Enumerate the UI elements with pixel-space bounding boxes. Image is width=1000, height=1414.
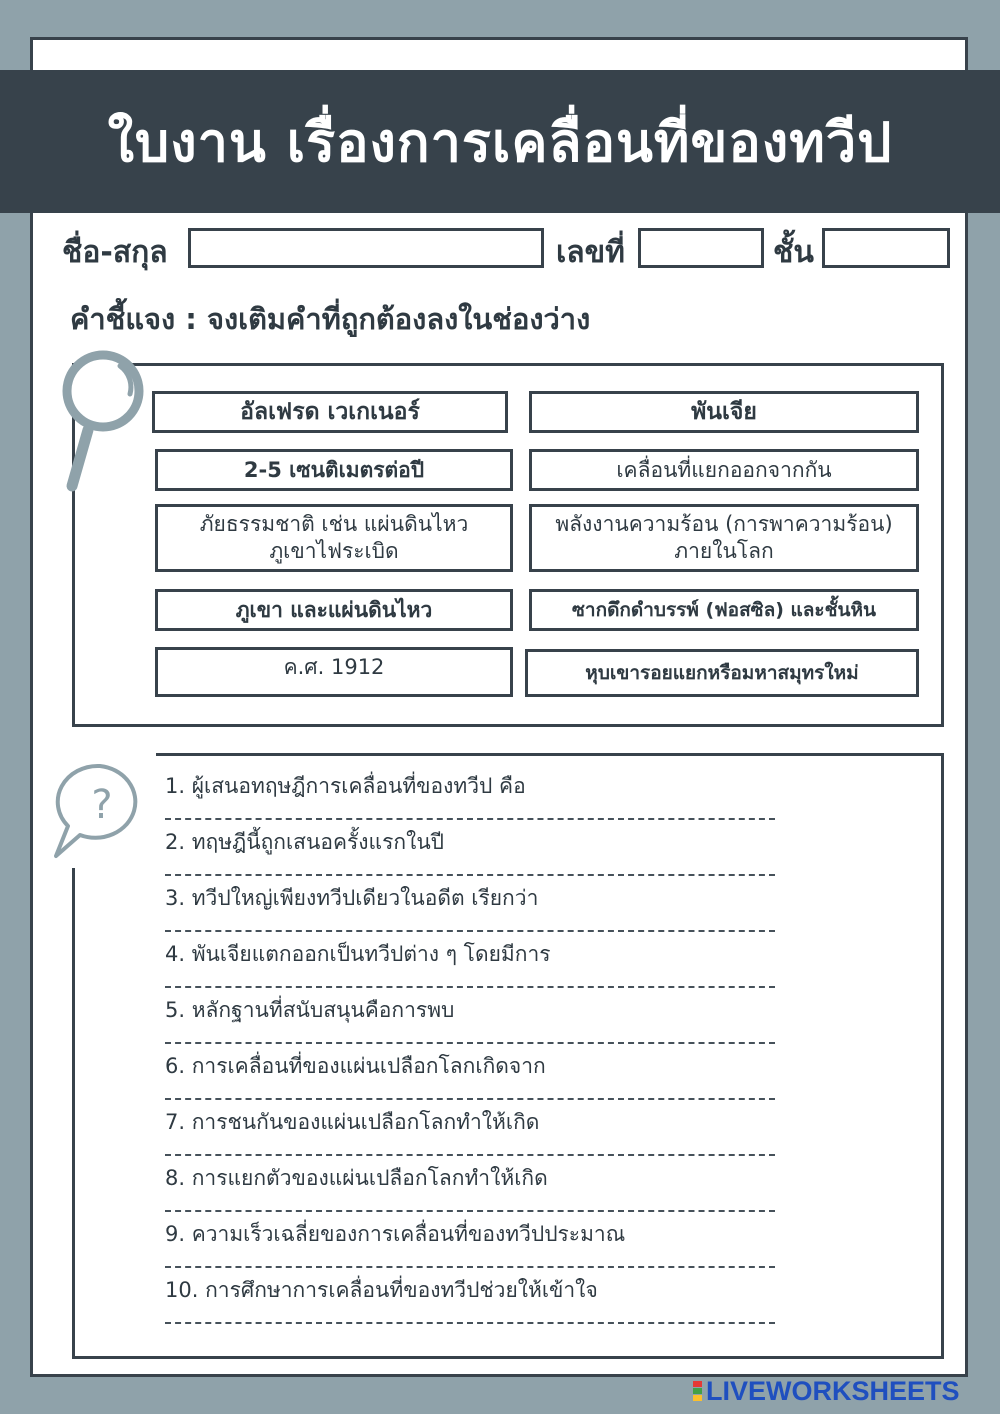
answer-line-4[interactable] <box>165 986 775 988</box>
logo-blocks-icon <box>693 1381 702 1401</box>
question-4: 4. พันเจียแตกออกเป็นทวีปต่าง ๆ โดยมีการ <box>165 942 551 966</box>
answer-line-2[interactable] <box>165 874 775 876</box>
page-title: ใบงาน เรื่องการเคลื่อนที่ของทวีป <box>0 70 1000 213</box>
number-label: เลขที่ <box>556 235 625 270</box>
word-bank-item: อัลเฟรด เวเกเนอร์ <box>152 391 508 433</box>
answer-line-3[interactable] <box>165 930 775 932</box>
word-bank-item: พลังงานความร้อน (การพาความร้อน) ภายในโลก <box>529 504 919 572</box>
name-label: ชื่อ-สกุล <box>62 235 168 270</box>
instruction-text: คำชี้แจง : จงเติมคำที่ถูกต้องลงในช่องว่าง <box>70 302 591 336</box>
word-bank-item: 2-5 เซนติเมตรต่อปี <box>155 449 513 491</box>
question-bubble-icon <box>50 760 150 860</box>
answer-line-5[interactable] <box>165 1042 775 1044</box>
class-label: ชั้น <box>773 235 814 270</box>
liveworksheets-logo[interactable] <box>693 1376 960 1406</box>
class-field[interactable] <box>822 228 950 268</box>
answer-line-7[interactable] <box>165 1154 775 1156</box>
logo-text: LIVEWORKSHEETS <box>706 1375 960 1406</box>
question-6: 6. การเคลื่อนที่ของแผ่นเปลือกโลกเกิดจาก <box>165 1054 546 1078</box>
answer-line-8[interactable] <box>165 1210 775 1212</box>
question-1: 1. ผู้เสนอทฤษฎีการเคลื่อนที่ของทวีป คือ <box>165 774 526 798</box>
word-bank-item: หุบเขารอยแยกหรือมหาสมุทรใหม่ <box>525 649 919 697</box>
word-bank-item: ซากดึกดำบรรพ์ (ฟอสซิล) และชั้นหิน <box>529 589 919 631</box>
answer-line-9[interactable] <box>165 1266 775 1268</box>
word-bank-item: เคลื่อนที่แยกออกจากกัน <box>529 449 919 491</box>
word-bank-item: ภัยธรรมชาติ เช่น แผ่นดินไหว ภูเขาไฟระเบิด <box>155 504 513 572</box>
question-7: 7. การชนกันของแผ่นเปลือกโลกทำให้เกิด <box>165 1110 540 1134</box>
word-bank-item: ค.ศ. 1912 <box>155 647 513 697</box>
name-field[interactable] <box>188 228 544 268</box>
word-bank-item: ภูเขา และแผ่นดินไหว <box>155 589 513 631</box>
question-10: 10. การศึกษาการเคลื่อนที่ของทวีปช่วยให้เข้าใจ <box>165 1278 598 1302</box>
question-5: 5. หลักฐานที่สนับสนุนคือการพบ <box>165 998 455 1022</box>
svg-text:?: ? <box>91 782 113 828</box>
answer-line-6[interactable] <box>165 1098 775 1100</box>
number-field[interactable] <box>638 228 764 268</box>
answer-line-1[interactable] <box>165 818 775 820</box>
word-bank-item: พันเจีย <box>529 391 919 433</box>
question-3: 3. ทวีปใหญ่เพียงทวีปเดียวในอดีต เรียกว่า <box>165 886 539 910</box>
question-8: 8. การแยกตัวของแผ่นเปลือกโลกทำให้เกิด <box>165 1166 548 1190</box>
answer-line-10[interactable] <box>165 1322 775 1324</box>
question-9: 9. ความเร็วเฉลี่ยของการเคลื่อนที่ของทวีปประมาณ <box>165 1222 626 1246</box>
magnifier-icon <box>58 346 158 496</box>
question-2: 2. ทฤษฎีนี้ถูกเสนอครั้งแรกในปี <box>165 830 445 854</box>
